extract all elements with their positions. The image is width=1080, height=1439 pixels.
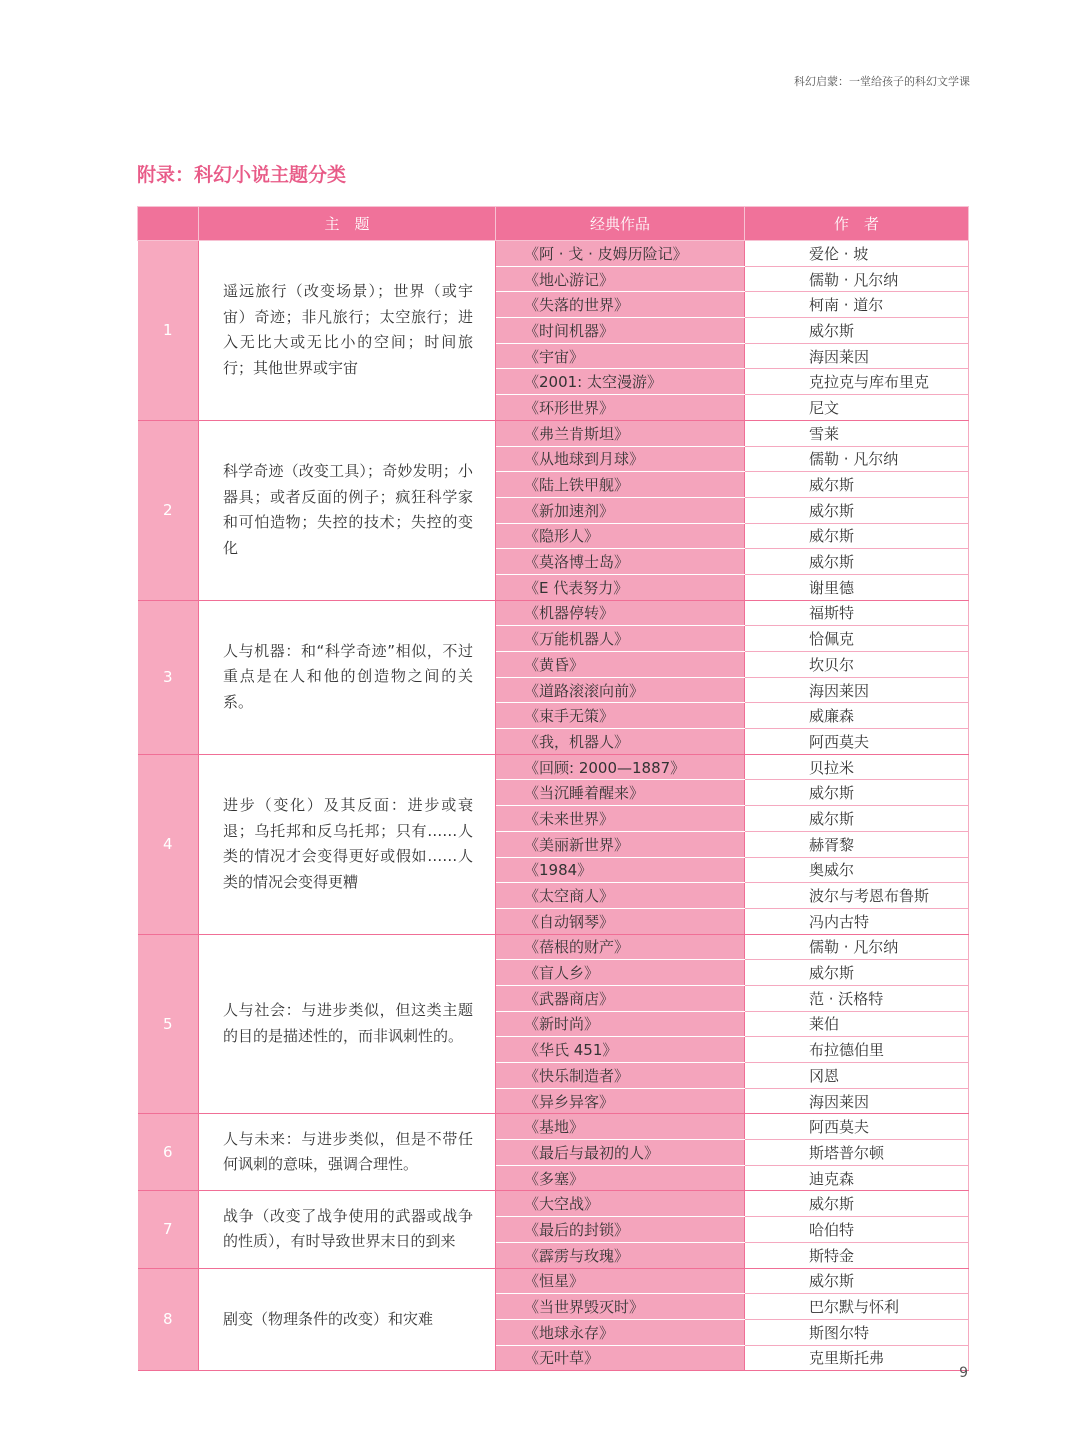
classic-work: 《隐形人》 [496,523,745,549]
author-name: 贝拉米 [745,754,969,780]
table-body [138,241,969,1371]
author-name: 儒勒 · 凡尔纳 [745,266,969,292]
author-name: 克里斯托弗 [745,1345,969,1371]
classic-work: 《当沉睡着醒来》 [496,780,745,806]
author-name: 斯塔普尔顿 [745,1140,969,1166]
author-name: 谢里德 [745,574,969,600]
table-row [138,934,969,960]
header-number [138,207,199,241]
author-name: 冯内古特 [745,908,969,934]
theme-description: 遥远旅行（改变场景）；世界（或宇宙）奇迹；非凡旅行；太空旅行；进入无比大或无比小的空间；时间旅行；其他世界或宇宙 [199,241,496,421]
classic-work: 《快乐制造者》 [496,1063,745,1089]
author-name: 波尔与考恩布鲁斯 [745,883,969,909]
theme-description: 进步（变化）及其反面：进步或衰退；乌托邦和反乌托邦；只有……人类的情况才会变得更好或假如……人类的情况会变得更糟 [199,754,496,934]
classic-work: 《E 代表努力》 [496,574,745,600]
page-number: 9 [959,1365,968,1381]
theme-number: 8 [138,1268,199,1371]
classic-work: 《束手无策》 [496,703,745,729]
author-name: 冈恩 [745,1063,969,1089]
classic-work: 《未来世界》 [496,806,745,832]
classic-work: 《异乡异客》 [496,1088,745,1114]
author-name: 赫胥黎 [745,831,969,857]
theme-number: 6 [138,1114,199,1191]
author-name: 福斯特 [745,600,969,626]
table-row [138,600,969,626]
table-row [138,241,969,267]
classic-work: 《弗兰肯斯坦》 [496,420,745,446]
author-name: 儒勒 · 凡尔纳 [745,446,969,472]
classic-work: 《地球永存》 [496,1319,745,1345]
theme-description: 科学奇迹（改变工具）；奇妙发明；小器具；或者反面的例子；疯狂科学家和可怕造物；失控的技术；失控的变化 [199,420,496,600]
theme-description: 剧变（物理条件的改变）和灾难 [199,1268,496,1371]
author-name: 海因莱因 [745,343,969,369]
classic-work: 《地心游记》 [496,266,745,292]
classic-work: 《环形世界》 [496,395,745,421]
author-name: 威廉森 [745,703,969,729]
author-name: 威尔斯 [745,960,969,986]
table-row [138,420,969,446]
theme-number: 1 [138,241,199,421]
classic-work: 《当世界毁灭时》 [496,1294,745,1320]
theme-table [137,206,969,1371]
author-name: 爱伦 · 坡 [745,241,969,267]
classic-work: 《自动钢琴》 [496,908,745,934]
author-name: 威尔斯 [745,1268,969,1294]
author-name: 阿西莫夫 [745,729,969,755]
author-name: 恰佩克 [745,626,969,652]
table-row [138,754,969,780]
author-name: 坎贝尔 [745,652,969,678]
author-name: 布拉德伯里 [745,1037,969,1063]
classic-work: 《新时尚》 [496,1011,745,1037]
classic-work: 《恒星》 [496,1268,745,1294]
author-name: 儒勒 · 凡尔纳 [745,934,969,960]
classic-work: 《美丽新世界》 [496,831,745,857]
table-header-row [138,207,969,241]
classic-work: 《回顾: 2000—1887》 [496,754,745,780]
author-name: 柯南 · 道尔 [745,292,969,318]
appendix-title: 附录：科幻小说主题分类 [137,164,347,186]
author-name: 雪莱 [745,420,969,446]
author-name: 莱伯 [745,1011,969,1037]
author-name: 斯图尔特 [745,1319,969,1345]
classic-work: 《1984》 [496,857,745,883]
author-name: 威尔斯 [745,780,969,806]
classic-work: 《机器停转》 [496,600,745,626]
classic-work: 《阿 · 戈 · 皮姆历险记》 [496,241,745,267]
classic-work: 《陆上铁甲舰》 [496,472,745,498]
author-name: 威尔斯 [745,318,969,344]
classic-work: 《道路滚滚向前》 [496,677,745,703]
classic-work: 《多塞》 [496,1165,745,1191]
classic-work: 《黄昏》 [496,652,745,678]
classic-work: 《华氏 451》 [496,1037,745,1063]
author-name: 海因莱因 [745,677,969,703]
theme-description: 战争（改变了战争使用的武器或战争的性质），有时导致世界末日的到来 [199,1191,496,1268]
author-name: 迪克森 [745,1165,969,1191]
classic-work: 《蓓根的财产》 [496,934,745,960]
table-row [138,1114,969,1140]
classic-work: 《霹雳与玫瑰》 [496,1242,745,1268]
theme-number: 5 [138,934,199,1114]
author-name: 威尔斯 [745,549,969,575]
header-theme: 主 题 [199,207,496,241]
classic-work: 《太空商人》 [496,883,745,909]
author-name: 巴尔默与怀利 [745,1294,969,1320]
author-name: 范 · 沃格特 [745,985,969,1011]
classic-work: 《时间机器》 [496,318,745,344]
classic-work: 《最后与最初的人》 [496,1140,745,1166]
classic-work: 《最后的封锁》 [496,1217,745,1243]
author-name: 尼文 [745,395,969,421]
theme-description: 人与社会：与进步类似，但这类主题的目的是描述性的，而非讽刺性的。 [199,934,496,1114]
theme-number: 7 [138,1191,199,1268]
classic-work: 《武器商店》 [496,985,745,1011]
table-row [138,1268,969,1294]
table-row [138,1191,969,1217]
classic-work: 《大空战》 [496,1191,745,1217]
theme-number: 4 [138,754,199,934]
classic-work: 《万能机器人》 [496,626,745,652]
author-name: 威尔斯 [745,523,969,549]
theme-number: 3 [138,600,199,754]
author-name: 威尔斯 [745,1191,969,1217]
book-title-header: 科幻启蒙：一堂给孩子的科幻文学课 [794,75,970,88]
classic-work: 《基地》 [496,1114,745,1140]
classic-work: 《新加速剂》 [496,497,745,523]
classic-work: 《失落的世界》 [496,292,745,318]
theme-description: 人与机器：和“科学奇迹”相似，不过重点是在人和他的创造物之间的关系。 [199,600,496,754]
theme-description: 人与未来：与进步类似，但是不带任何讽刺的意味，强调合理性。 [199,1114,496,1191]
author-name: 威尔斯 [745,497,969,523]
classic-work: 《莫洛博士岛》 [496,549,745,575]
header-works: 经典作品 [496,207,745,241]
header-author: 作 者 [745,207,969,241]
classic-work: 《我，机器人》 [496,729,745,755]
author-name: 海因莱因 [745,1088,969,1114]
author-name: 威尔斯 [745,472,969,498]
theme-number: 2 [138,420,199,600]
author-name: 威尔斯 [745,806,969,832]
classic-work: 《无叶草》 [496,1345,745,1371]
classic-work: 《2001: 太空漫游》 [496,369,745,395]
author-name: 哈伯特 [745,1217,969,1243]
classic-work: 《宇宙》 [496,343,745,369]
author-name: 奥威尔 [745,857,969,883]
author-name: 阿西莫夫 [745,1114,969,1140]
classic-work: 《从地球到月球》 [496,446,745,472]
author-name: 斯特金 [745,1242,969,1268]
author-name: 克拉克与库布里克 [745,369,969,395]
classic-work: 《盲人乡》 [496,960,745,986]
